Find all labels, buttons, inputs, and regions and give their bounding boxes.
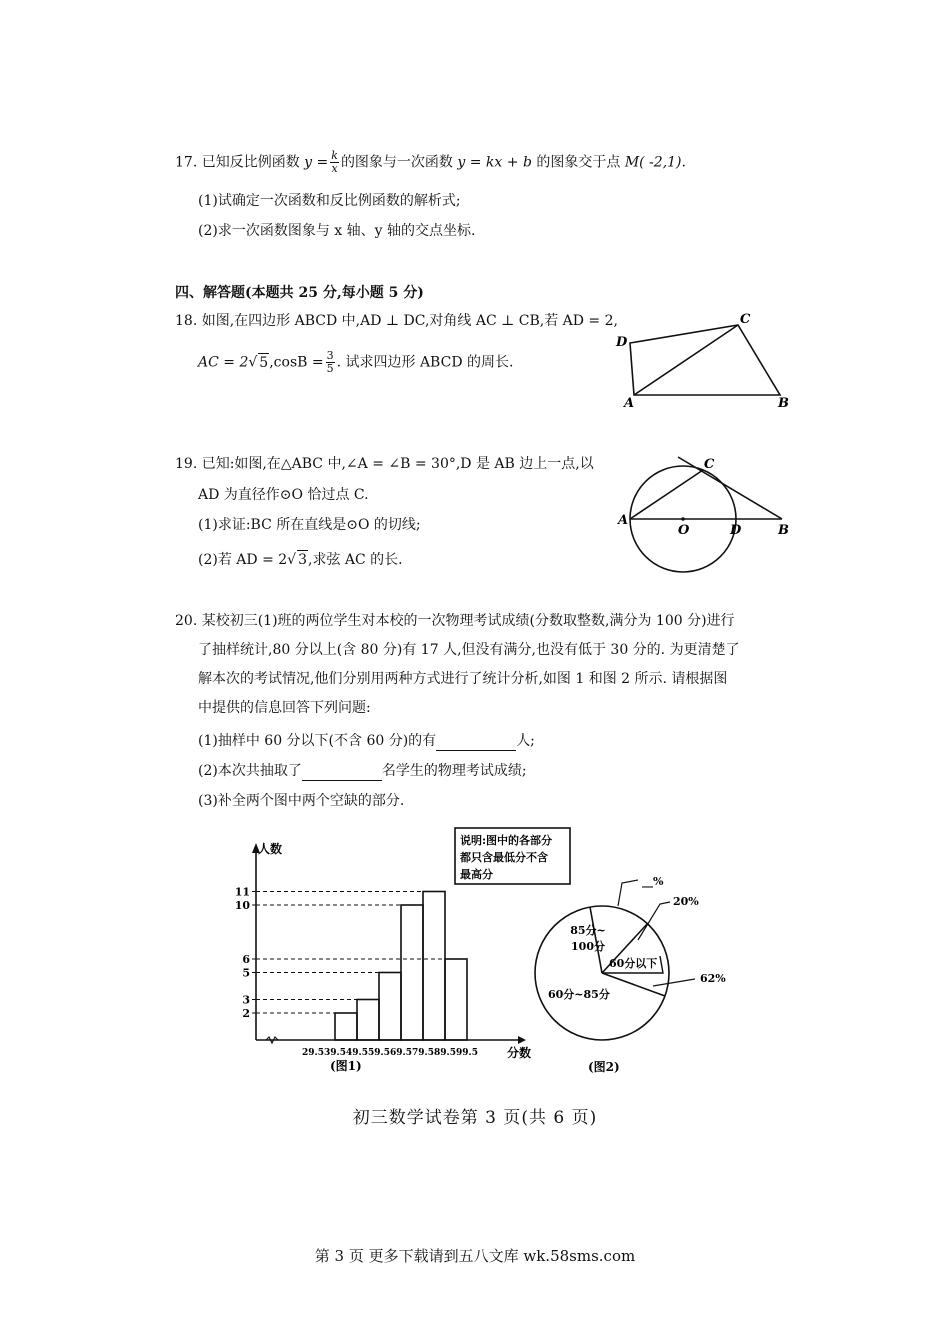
q20-part2: (2)本次共抽取了 名学生的物理考试成绩; (198, 763, 527, 779)
histogram-bar (335, 1013, 357, 1040)
y-tick-label: 6 (242, 953, 250, 966)
diagonal-ac (634, 325, 738, 395)
y-tick-label: 10 (234, 899, 250, 912)
q19-part1: (1)求证:BC 所在直线是⊙O 的切线; (198, 517, 421, 533)
q20-line1: 20. 某校初三(1)班的两位学生对本校的一次物理考试成绩(分数取整数,满分为 100 分)进行 (175, 613, 735, 629)
slice-label-below-60: 60分以下 (609, 957, 658, 970)
q20-line4: 中提供的信息回答下列问题: (198, 700, 371, 716)
section-title: 四、解答题(本题共 25 分,每小题 5 分) (175, 285, 424, 301)
x-tick-label: 79.5 (412, 1048, 434, 1058)
q19-circle-figure (610, 452, 800, 582)
label-a: A (624, 396, 635, 411)
y-tick-label: 11 (234, 885, 250, 899)
tangent-bc (678, 457, 782, 519)
label-d: D (616, 335, 628, 350)
leader-line (618, 880, 638, 906)
q19-part2: (2)若 AD = 2√ 3,求弦 AC 的长. (198, 552, 403, 568)
label-c: C (704, 457, 715, 472)
chord-ac (630, 470, 703, 519)
x-tick-label: 39.5 (324, 1048, 346, 1058)
answer-blank-2[interactable] (302, 762, 382, 781)
q19-line1: 19. 已知:如图,在△ABC 中,∠A = ∠B = 30°,D 是 AB 边上一点,以 (175, 456, 594, 472)
q17-part2: (2)求一次函数图象与 x 轴、y 轴的交点坐标. (198, 223, 476, 239)
label-b: B (778, 523, 789, 538)
fraction-k-over-x: $\frac{k}{x}$ (331, 149, 338, 175)
slice-label-85-100: 100分 (571, 940, 605, 953)
slice-label-85-100: 85分~ (570, 924, 606, 937)
q17-part1: (1)试确定一次函数和反比例函数的解析式; (198, 193, 461, 209)
quadrilateral-abcd (630, 325, 780, 395)
y-tick-label: 2 (242, 1007, 250, 1020)
x-tick-label: 89.5 (434, 1048, 456, 1058)
q18-line1: 18. 如图,在四边形 ABCD 中,AD ⊥ DC,对角线 AC ⊥ CB,若 AD = 2, (175, 313, 618, 329)
q19-line2: AD 为直径作⊙O 恰过点 C. (198, 487, 369, 503)
label-b: B (778, 396, 789, 411)
leader-line (638, 902, 670, 940)
y-axis-label: 人数 (258, 842, 283, 856)
label-a: A (618, 513, 629, 528)
q17-stem: 17. 已知反比例函数 y = $\frac{k}{x}$ 的图象与一次函数 y = kx + b 的图象交于点 M( -2,1). (175, 149, 686, 175)
note-line: 都只含最低分不含 (460, 851, 548, 864)
q20-part3: (3)补全两个图中两个空缺的部分. (198, 793, 405, 809)
histogram-bar (445, 959, 467, 1040)
label-c: C (740, 312, 751, 327)
figure-1-caption: (图1) (330, 1059, 362, 1073)
y-tick-label: 3 (242, 993, 250, 1007)
histogram-bar (401, 905, 423, 1040)
q20-line3: 解本次的考试情况,他们分别用两种方式进行了统计分析,如图 1 和图 2 所示. 请根据图 (198, 671, 728, 687)
q18-quadrilateral-figure (610, 310, 800, 410)
center-dot (681, 517, 685, 521)
x-tick-label: 59.5 (368, 1048, 390, 1058)
figure-2-caption: (图2) (588, 1060, 620, 1074)
x-tick-label: 69.5 (390, 1048, 412, 1058)
q20-part1: (1)抽样中 60 分以下(不含 60 分)的有 人; (198, 733, 535, 749)
x-tick-label: 29.5 (302, 1048, 324, 1058)
fraction-3-over-5: $\frac{3}{5}$ (326, 349, 334, 375)
x-axis-label: 分数 (507, 1046, 532, 1060)
q18-line2: AC = 2√ 5,cosB = $\frac{3}{5}$ . 试求四边形 ABCD 的周长. (198, 349, 514, 375)
note-line: 说明:图中的各部分 (460, 834, 553, 847)
q20-line2: 了抽样统计,80 分以上(含 80 分)有 17 人,但没有满分,也没有低于 30 分的. 为更清楚了 (198, 642, 740, 658)
label-d: D (730, 523, 742, 538)
y-tick-label: 5 (242, 966, 250, 980)
page-footer: 初三数学试卷第 3 页(共 6 页) (352, 1108, 598, 1128)
percent-below-60: 20% (673, 895, 699, 908)
label-o: O (678, 523, 690, 538)
answer-blank-1[interactable] (436, 732, 516, 751)
download-watermark: 第 3 页 更多下载请到五八文库 wk.58sms.com (314, 1247, 636, 1265)
pie-radius (602, 973, 665, 996)
histogram-bar (423, 892, 445, 1041)
percent-60-85: 62% (700, 972, 726, 985)
slice-label-60-85: 60分~85分 (548, 988, 610, 1001)
percent-85-100: __% (642, 875, 664, 888)
histogram-bar (379, 973, 401, 1041)
histogram-bar (357, 1000, 379, 1041)
note-line: 最高分 (460, 868, 493, 881)
x-tick-label: 49.5 (346, 1048, 368, 1058)
leader-line (653, 979, 695, 986)
x-tick-label: 99.5 (456, 1048, 478, 1058)
